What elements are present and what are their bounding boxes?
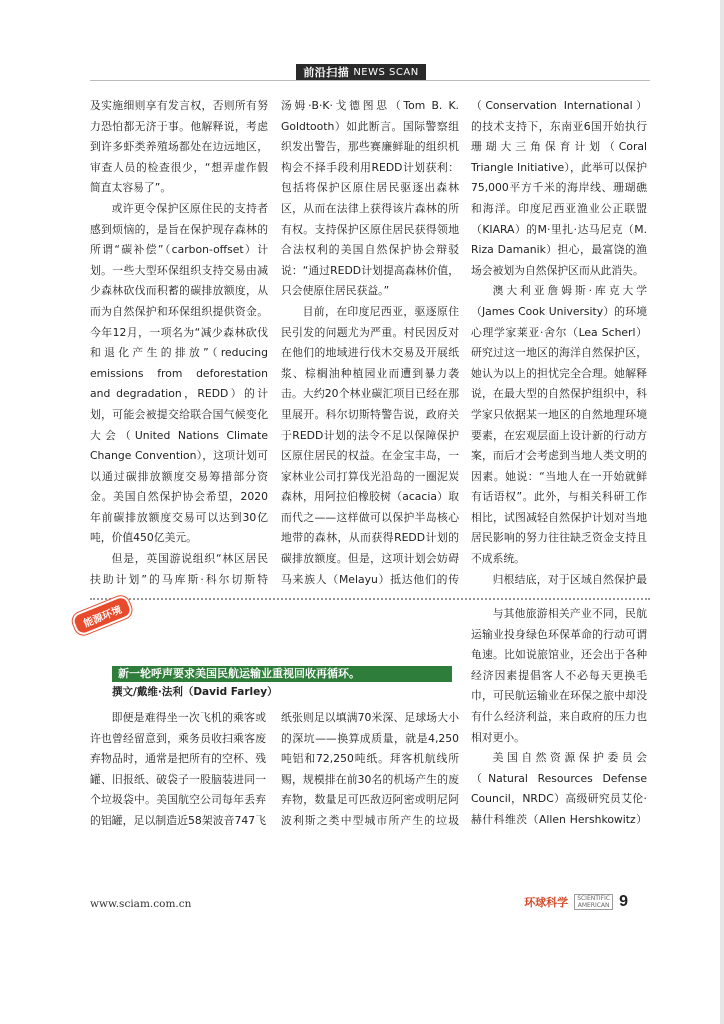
page-edge: [720, 0, 724, 1024]
paragraph: 及实施细则享有发言权，否则所有努力恐怕都无济于事。他解释说，考虑到许多虾类养殖场都处在边远地区，审查人员的检查很少，“想弄虚作假简直太容易了”。: [90, 99, 268, 195]
section-header-zh: 前沿扫描: [303, 66, 350, 79]
section-tag: 能源环境: [70, 594, 134, 638]
footer-brand-block: [524, 893, 628, 911]
section-divider: [90, 598, 650, 600]
logo-line: SCIENTIFIC: [577, 895, 611, 902]
logo-line: AMERICAN: [577, 902, 610, 909]
section-header: [296, 64, 426, 80]
header-rule: [90, 80, 650, 81]
paragraph: （Conservation International）的技术支持下，东南亚6国开始执行珊瑚大三角保育计划（Coral Triangle Initiative），此举可以保护75,000平方千米的海岸线、珊瑚礁和海洋。印度尼西亚渔业公正联盟（KIARA）的M·里扎·达马尼克（M. Riza Damanik）担心，最富饶的渔场会被划为自然保护区而从此消失。: [471, 99, 647, 277]
paragraph: 但是，英国游说组织“林区居民扶助计划”的马库斯·科尔切斯特: [90, 552, 268, 586]
paragraph: 与其他旅游相关产业不同，民航运输业投身绿色环保革命的行动可谓龟速。比如说旅馆业，还会出于各种经济因素提倡客人不必每天更换毛巾，可民航运输业在环保之旅中却没有什么经济利益，来自政府的压力也相对更小。: [471, 607, 647, 744]
paragraph: 或许更令保护区原住民的支持者感到烦恼的，是旨在保护现存森林的所谓“碳补偿”（carbon-offset）计划。一些大型环保组织支持交易由减少森林砍伐而积蓄的碳排放额度，从而为自然保护和环保组织提供资金。今年12月，一项名为“减少森林砍伐和退化产生的排放”（reducing emissions from deforestation and degradation，REDD）的计划，可能会被提交给联合国气候变化大会（United Nations Climate Change Convention），这项计划可以通过碳排放额度交易筹措部分资金。美国自然保护协会希望，2020年前碳排放额度交易可以达到30亿吨，价值450亿美元。: [90, 201, 268, 545]
paragraph: 汤姆·B·K·戈德图思（Tom B. K. Goldtooth）如此断言。国际警察组织发出警告，那些赛廉鲜耻的组织机构会不择手段利用REDD计划获利：包括将保护区原住居民驱逐出森林区，从而在法律上获得该片森林的所有权。支持保护区原住居民获得领地合法权利的美国自然保护协会辩驳说：“通过REDD计划提高森林价值，只会使原住居民获益。”: [281, 99, 459, 298]
byline: 撰文/戴维·法利（David Farley）: [112, 686, 278, 698]
paragraph: 纸张则足以填满70米深、足球场大小的深坑——换算成质量，就是4,250吨铝和72,250吨纸。拜客机航线所赐，规模排在前30名的机场产生的废弃物，数量足可匹敌迈阿密或明尼阿波利斯之类中型城市所产生的垃圾: [281, 711, 459, 827]
article1-column-1: [90, 96, 268, 590]
paragraph: 美国自然资源保护委员会（Natural Resources Defense Council，NRDC）高级研究员艾伦·赫什科维茨（Allen Hershkowitz）: [471, 751, 647, 826]
article1-column-2: [281, 96, 459, 590]
paragraph: [471, 570, 647, 590]
magazine-logo: [574, 894, 613, 910]
paragraph-text: 归根结底，对于区域自然保护最: [492, 572, 647, 586]
article2-column-1: [90, 708, 266, 828]
article2-column-3: [471, 604, 647, 834]
article1-column-3: [471, 96, 647, 590]
article2-column-2: [281, 708, 459, 828]
footer-brand: 环球科学: [524, 896, 569, 909]
page-number: 9: [619, 893, 628, 910]
article-headline: 新一轮呼声要求美国民航运输业重视回收再循环。: [112, 666, 452, 682]
paragraph: 澳大利亚詹姆斯·库克大学（James Cook University）的环境心理学家莱亚·舍尔（Lea Scherl）研究过这一地区的海洋自然保护区，她认为以上的担忧完全合理。她解释说，在最大型的自然保护组织中，科学家只依据某一地区的自然地理环境要素，在宏观层面上设计新的行动方案，而后才会考虑到当地人类文明的因素。她说：“当地人在一开始就鲜有话语权”。此外，与相关科研工作相比，试图减轻自然保护计划对当地居民影响的努力往往缺乏资金支持且不成系统。: [471, 284, 647, 566]
paragraph: 目前，在印度尼西亚，驱逐原住民引发的问题尤为严重。村民因反对在他们的地域进行伐木交易及开展纸浆、棕榈油种植园业而遭到暴力袭击。大约20个林业碳汇项目已经在那里展开。科尔切斯特警告说，政府关于REDD计划的法令不足以保障保护区原住居民的权益。在金宝丰岛，一家林业公司打算伐光沿岛的一圈泥炭森林，用阿拉伯橡胶树（acacia）取而代之——这样做可以保护半岛核心地带的森林，从而获得REDD计划的碳排放额度。但是，这项计划会妨碍马来族人（Melayu）抵达他们的传: [281, 304, 459, 586]
section-header-en: NEWS SCAN: [353, 66, 419, 78]
paragraph: 即便是难得坐一次飞机的乘客或许也曾经留意到，乘务员收扫乘客废弃物品时，通常是把所有的空杯、残罐、旧报纸、破袋子一股脑装进同一个垃圾袋中。美国航空公司每年丢弃的铝罐，足以制造近58架波音747飞: [90, 711, 266, 827]
footer-url: www.sciam.com.cn: [90, 898, 192, 910]
